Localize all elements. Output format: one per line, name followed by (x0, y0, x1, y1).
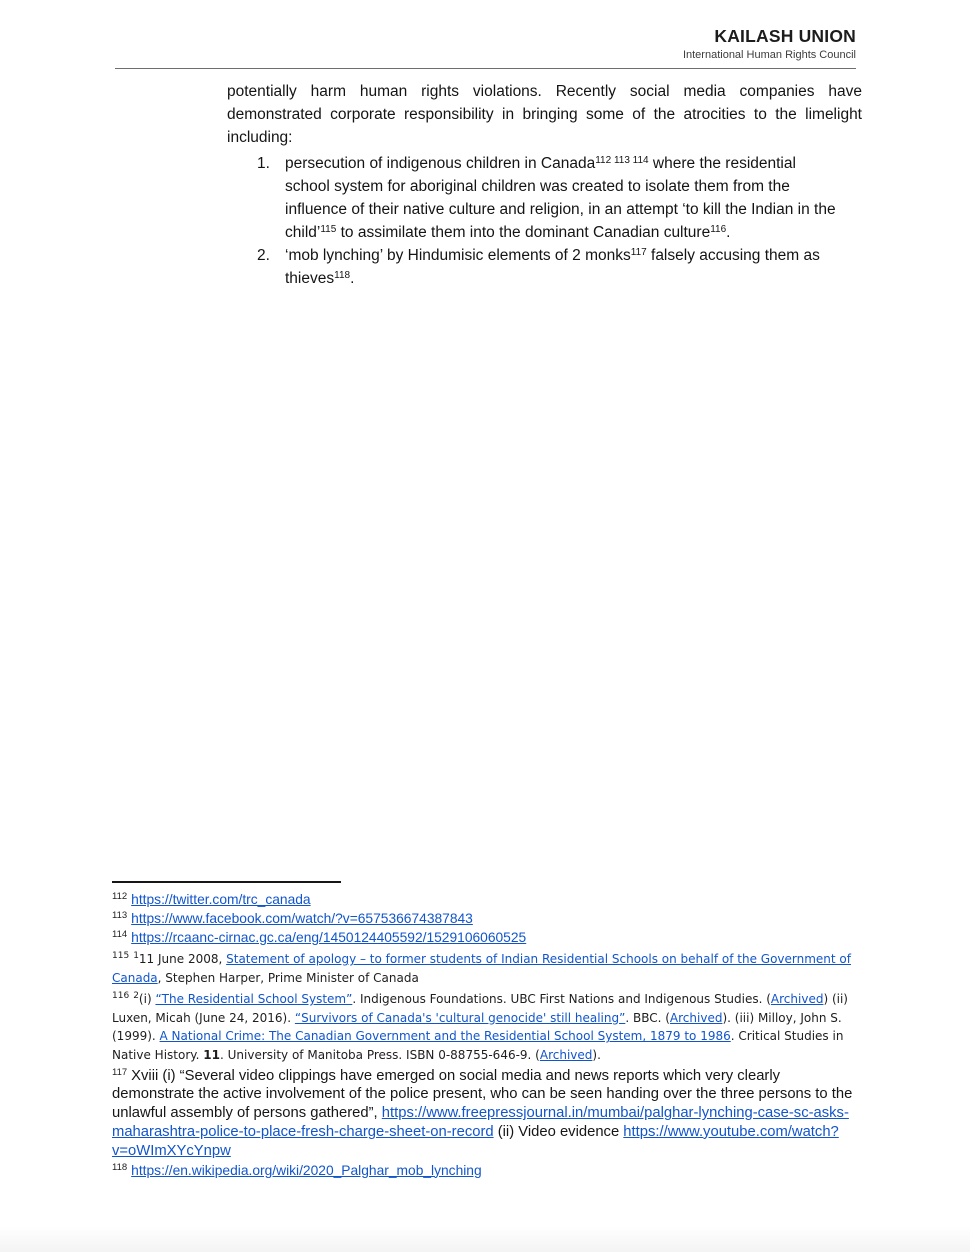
text-run: . Indigenous Foundations. UBC First Nations and Indigenous Studies. ( (352, 992, 771, 1007)
header-divider (115, 68, 856, 69)
footnote-marker: 112 (112, 891, 128, 902)
hyperlink[interactable]: https://www.youtube.com/watch?v=oWImXYcYnpw (112, 1123, 839, 1159)
footnote-reference: 112 113 114 (595, 155, 649, 166)
text-run: . BBC. ( (625, 1010, 670, 1025)
page-header (683, 26, 856, 63)
footnote-116 (112, 990, 862, 1064)
hyperlink[interactable]: Statement of apology – to former students of Indian Residential Schools on behalf of the Government of Canada (112, 952, 851, 985)
text-run: , Stephen Harper, Prime Minister of Canada (157, 970, 419, 985)
footnote-113 (112, 909, 862, 928)
list-item-text (285, 244, 862, 290)
text-run: ). (iii) Milloy, John S. (1999). (112, 1010, 842, 1044)
hyperlink[interactable]: https://twitter.com/trc_canada (131, 892, 311, 907)
hyperlink[interactable]: https://www.facebook.com/watch/?v=657536674387843 (131, 911, 473, 926)
footnote-117 (112, 1067, 862, 1161)
organization-subtitle: International Human Rights Council (682, 48, 856, 61)
footnote-reference: 1 (133, 951, 139, 961)
bold-text: 11 (203, 1047, 220, 1062)
hyperlink[interactable]: Archived (770, 992, 824, 1007)
footnote-reference: 117 (630, 247, 647, 258)
list-item-number: 1. (257, 155, 270, 172)
footnote-marker: 113 (112, 910, 128, 921)
footnote-text (112, 1068, 852, 1159)
footnote-114 (112, 928, 862, 947)
text-run: falsely accusing them as thieves (285, 247, 820, 287)
list-item (227, 152, 862, 244)
text-run: 11 June 2008, (138, 952, 227, 966)
text-run: . (726, 224, 731, 241)
text-run: to assimilate them into the dominant Canadian culture (336, 224, 711, 241)
text-run: . Critical Studies in Native History. (112, 1029, 844, 1062)
numbered-list (227, 152, 862, 290)
footnote-text (131, 911, 473, 926)
text-run: . (350, 270, 355, 287)
hyperlink[interactable]: “Survivors of Canada's 'cultural genocide' still healing” (294, 1010, 626, 1025)
hyperlink[interactable]: A National Crime: The Canadian Government and the Residential School System, 1879 to 1986 (159, 1029, 731, 1044)
hyperlink[interactable]: https://rcaanc-cirnac.gc.ca/eng/1450124405592/1529106060525 (131, 930, 527, 945)
document-body (227, 80, 862, 290)
text-run: ). (592, 1047, 601, 1062)
body-paragraph: potentially harm human rights violations. Recently social media companies have demonstrated corporate responsibility in bringing some of the atrocities to the limelight including: (227, 83, 862, 146)
footnote-marker: 116 (112, 991, 130, 1002)
footnote-reference: 115 (320, 224, 337, 235)
footnote-118 (112, 1161, 862, 1180)
footnote-text (131, 930, 526, 945)
footnote-marker: 117 (112, 1066, 128, 1078)
hyperlink[interactable]: “The Residential School System” (155, 992, 353, 1007)
footnote-115 (112, 950, 862, 987)
list-item-text (285, 152, 862, 244)
footnote-text (112, 992, 848, 1062)
list-item-number: 2. (257, 247, 270, 264)
footnote-marker: 114 (112, 929, 128, 940)
footnote-text (131, 1163, 482, 1178)
hyperlink[interactable]: https://en.wikipedia.org/wiki/2020_Palghar_mob_lynching (131, 1162, 482, 1178)
footnote-text (112, 952, 851, 985)
footnote-marker: 115 (112, 951, 130, 961)
organization-title: KAILASH UNION (714, 26, 856, 46)
footnote-divider (112, 881, 341, 883)
footnote-marker: 118 (112, 1161, 128, 1173)
text-run: (i) (138, 992, 156, 1007)
text-run: ‘mob lynching’ by Hindumisic elements of 2 monks (285, 247, 631, 264)
text-run: Xviii (i) “Several video clippings have emerged on social media and news reports which very clearly demonstrate the active involvement of the police present, who can be seen handing over the three persons to the unlawful assembly of persons gathered”, (112, 1067, 853, 1122)
text-run: ) (ii) Luxen, Micah (June 24, 2016). (112, 992, 848, 1025)
footnote-text (131, 892, 310, 907)
hyperlink[interactable]: Archived (539, 1047, 593, 1062)
hyperlink[interactable]: Archived (669, 1010, 723, 1025)
footnotes-section (112, 890, 862, 1180)
hyperlink[interactable]: https://www.freepressjournal.in/mumbai/palghar-lynching-case-sc-asks-maharashtra-police-to-place-fresh-charge-sheet-on-record (112, 1105, 849, 1140)
footnote-reference: 118 (334, 270, 351, 281)
text-run: where the residential school system for aboriginal children was created to isolate them from the influence of their native culture and religion, in an attempt ‘to kill the Indian in the child’ (285, 155, 836, 241)
list-item (227, 244, 862, 290)
footnote-reference: 116 (710, 224, 727, 235)
footnote-112 (112, 890, 862, 909)
text-run: (ii) Video evidence (493, 1123, 624, 1140)
footnote-reference: 2 (133, 991, 139, 1002)
text-run: . University of Manitoba Press. ISBN 0-88755-646-9. ( (219, 1047, 540, 1062)
text-run: persecution of indigenous children in Canada (285, 155, 596, 172)
